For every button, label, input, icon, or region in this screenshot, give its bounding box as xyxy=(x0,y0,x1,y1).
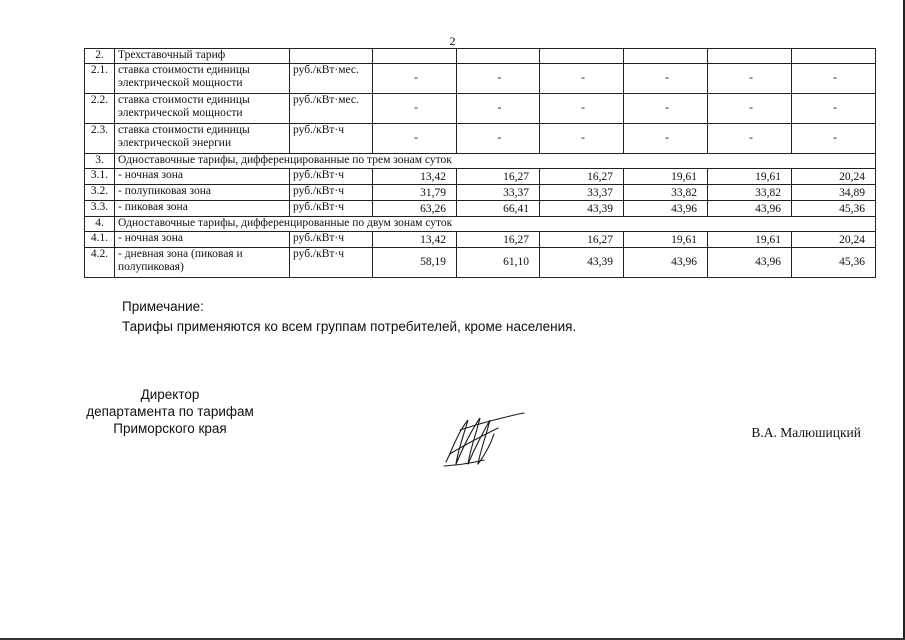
section-title: Одноставочные тарифы, дифференцированные по трем зонам суток xyxy=(115,154,876,169)
empty-cell xyxy=(540,49,624,64)
position-line-3: Приморского края xyxy=(113,421,227,436)
position-line-1: Директор xyxy=(140,387,200,402)
value-cell: - xyxy=(540,64,624,94)
value-cell: - xyxy=(540,94,624,124)
row-number: 2.2. xyxy=(85,94,115,124)
row-number: 2.3. xyxy=(85,124,115,154)
table-row xyxy=(85,185,876,201)
director-position xyxy=(70,386,270,437)
row-name: - дневная зона (пиковая и полупиковая) xyxy=(115,248,290,278)
table-section-row xyxy=(85,154,876,169)
value-cell: 33,82 xyxy=(624,185,708,201)
value-cell: 31,79 xyxy=(373,185,457,201)
value-cell: 13,42 xyxy=(373,169,457,185)
value-cell: - xyxy=(792,64,876,94)
value-cell: - xyxy=(708,64,792,94)
empty-cell xyxy=(624,49,708,64)
value-cell: - xyxy=(624,124,708,154)
value-cell: 43,39 xyxy=(540,248,624,278)
section-title: Одноставочные тарифы, дифференцированные по двум зонам суток xyxy=(115,217,876,232)
row-number: 3.1. xyxy=(85,169,115,185)
value-cell: - xyxy=(373,64,457,94)
value-cell: 33,82 xyxy=(708,185,792,201)
value-cell: 16,27 xyxy=(457,169,540,185)
value-cell: 33,37 xyxy=(457,185,540,201)
value-cell: - xyxy=(457,64,540,94)
value-cell: 13,42 xyxy=(373,232,457,248)
note-text: Тарифы применяются ко всем группам потребителей, кроме населения. xyxy=(122,319,577,334)
value-cell: - xyxy=(373,94,457,124)
row-number: 2. xyxy=(85,49,115,64)
value-cell: 45,36 xyxy=(792,201,876,217)
table-section-row xyxy=(85,49,876,64)
row-name: - ночная зона xyxy=(115,169,290,185)
unit-cell: руб./кВт·мес. xyxy=(290,64,373,94)
value-cell: 58,19 xyxy=(373,248,457,278)
row-name: - ночная зона xyxy=(115,232,290,248)
value-cell: 19,61 xyxy=(624,169,708,185)
value-cell: - xyxy=(792,124,876,154)
value-cell: 43,96 xyxy=(624,248,708,278)
unit-cell: руб./кВт·ч xyxy=(290,248,373,278)
page-number: 2 xyxy=(449,34,456,48)
value-cell: 43,39 xyxy=(540,201,624,217)
position-line-2: департамента по тарифам xyxy=(86,404,254,419)
value-cell: 43,96 xyxy=(624,201,708,217)
table-row xyxy=(85,124,876,154)
value-cell: - xyxy=(624,64,708,94)
row-number: 4.1. xyxy=(85,232,115,248)
row-number: 4. xyxy=(85,217,115,232)
value-cell: 19,61 xyxy=(708,232,792,248)
row-name: ставка стоимости единицы электрической мощности xyxy=(115,64,290,94)
unit-cell: руб./кВт·мес. xyxy=(290,94,373,124)
handwritten-signature xyxy=(438,410,528,470)
value-cell: - xyxy=(708,94,792,124)
signer-name: В.А. Малюшицкий xyxy=(751,425,861,440)
row-number: 3. xyxy=(85,154,115,169)
row-number: 3.2. xyxy=(85,185,115,201)
value-cell: 16,27 xyxy=(540,232,624,248)
table-section-row xyxy=(85,217,876,232)
table-row xyxy=(85,64,876,94)
value-cell: - xyxy=(708,124,792,154)
tariff-table xyxy=(84,48,876,278)
value-cell: 19,61 xyxy=(708,169,792,185)
unit-cell: руб./кВт·ч xyxy=(290,185,373,201)
value-cell: 19,61 xyxy=(624,232,708,248)
value-cell: 43,96 xyxy=(708,248,792,278)
value-cell: 16,27 xyxy=(540,169,624,185)
value-cell: - xyxy=(457,94,540,124)
empty-cell xyxy=(373,49,457,64)
value-cell: - xyxy=(457,124,540,154)
table-row xyxy=(85,201,876,217)
row-name: ставка стоимости единицы электрической мощности xyxy=(115,94,290,124)
value-cell: 20,24 xyxy=(792,232,876,248)
row-name: - полупиковая зона xyxy=(115,185,290,201)
row-name: - пиковая зона xyxy=(115,201,290,217)
row-number: 4.2. xyxy=(85,248,115,278)
note-title: Примечание: xyxy=(122,299,204,314)
section-title: Трехставочный тариф xyxy=(115,49,290,64)
value-cell: 66,41 xyxy=(457,201,540,217)
value-cell: 20,24 xyxy=(792,169,876,185)
unit-cell: руб./кВт·ч xyxy=(290,169,373,185)
value-cell: - xyxy=(792,94,876,124)
unit-cell: руб./кВт·ч xyxy=(290,201,373,217)
value-cell: - xyxy=(624,94,708,124)
row-name: ставка стоимости единицы электрической энергии xyxy=(115,124,290,154)
value-cell: 33,37 xyxy=(540,185,624,201)
tariff-table-body xyxy=(85,49,876,278)
table-row xyxy=(85,94,876,124)
unit-cell: руб./кВт·ч xyxy=(290,232,373,248)
row-number: 3.3. xyxy=(85,201,115,217)
table-row xyxy=(85,232,876,248)
empty-cell xyxy=(708,49,792,64)
empty-cell xyxy=(792,49,876,64)
empty-cell xyxy=(457,49,540,64)
row-number: 2.1. xyxy=(85,64,115,94)
empty-cell xyxy=(290,49,373,64)
value-cell: 45,36 xyxy=(792,248,876,278)
value-cell: 63,26 xyxy=(373,201,457,217)
table-row xyxy=(85,169,876,185)
unit-cell: руб./кВт·ч xyxy=(290,124,373,154)
value-cell: 16,27 xyxy=(457,232,540,248)
value-cell: - xyxy=(540,124,624,154)
value-cell: 43,96 xyxy=(708,201,792,217)
value-cell: - xyxy=(373,124,457,154)
note-block xyxy=(122,297,576,337)
value-cell: 61,10 xyxy=(457,248,540,278)
table-row xyxy=(85,248,876,278)
value-cell: 34,89 xyxy=(792,185,876,201)
